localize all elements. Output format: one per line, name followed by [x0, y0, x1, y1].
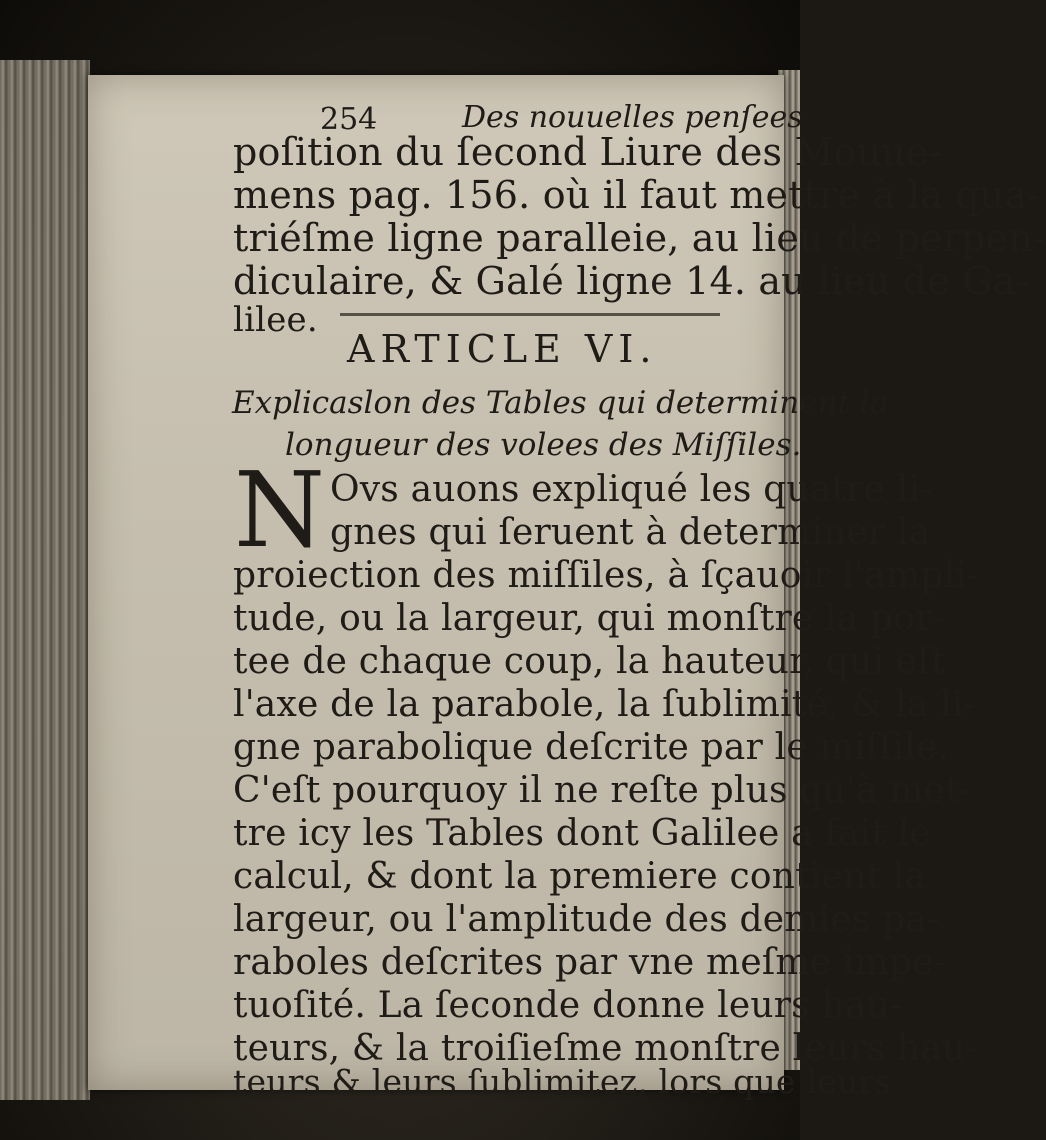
- drop-cap: N: [234, 449, 325, 571]
- intro-line-5: lilee.: [233, 300, 318, 340]
- subheading-line-2: longueur des volees des Miſſiles.: [285, 427, 802, 463]
- section-rule: [340, 313, 720, 316]
- body-line: tre icy les Tables dont Galilee a fait le: [233, 813, 931, 854]
- intro-line-3: triéſme ligne paralleie, au lieu de perpen-: [233, 216, 1046, 260]
- body-line: proiection des miſſiles, à ſçauoir l'ampli-: [233, 555, 980, 596]
- body-line: tee de chaque coup, la hauteur, qui eſt: [233, 641, 946, 682]
- article-heading: ARTICLE VI.: [347, 327, 658, 371]
- body-line: largeur, ou l'amplitude des demies pa-: [233, 899, 940, 940]
- page-number: 254: [320, 102, 378, 137]
- body-line: teurs, & la troiſieſme monſtre leurs hau-: [233, 1028, 978, 1069]
- running-head: Des nouuelles penſees: [462, 100, 803, 135]
- body-line: raboles deſcrites par vne meſme impe-: [233, 942, 947, 983]
- body-line: calcul, & dont la premiere contient la: [233, 856, 927, 897]
- body-line: tude, ou la largeur, qui monſtre la por-: [233, 598, 945, 639]
- book-edge-left: [0, 60, 90, 1100]
- subheading-line-1: Explicaslon des Tables qui determinent la: [232, 385, 889, 421]
- body-line: tuoſité. La ſeconde donne leurs hau-: [233, 985, 903, 1026]
- body-line: C'eſt pourquoy il ne reſte plus qu'à met-: [233, 770, 973, 811]
- intro-line-4: diculaire, & Galé ligne 14. au lieu de Ga-: [233, 259, 1029, 303]
- body-line-2: gnes qui ſeruent à determiner la: [330, 512, 931, 553]
- body-line-1: Ovs auons expliqué les quatre li-: [330, 469, 933, 510]
- intro-line-2: mens pag. 156. où il faut mettre à la qua-: [233, 173, 1041, 217]
- body-line: l'axe de la parabole, la ſublimité, & la li-: [233, 684, 976, 725]
- intro-line-1: poſition du ſecond Liure des Mouue-: [233, 130, 942, 174]
- body-line: teurs & leurs ſublimitez, lors que leurs: [233, 1062, 892, 1101]
- body-line: gne parabolique deſcrite par le miſſile.: [233, 727, 950, 768]
